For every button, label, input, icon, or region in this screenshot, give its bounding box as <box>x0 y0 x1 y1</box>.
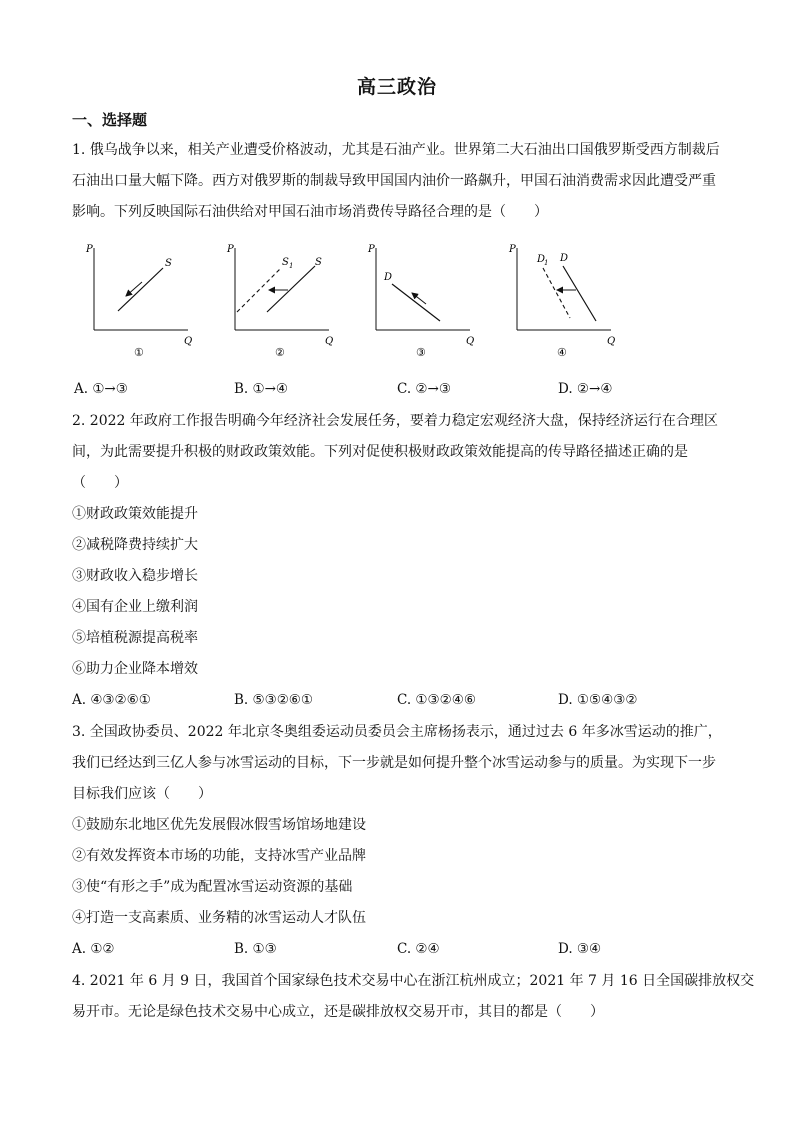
q1-option-b: B. ①→④ <box>234 381 289 397</box>
q2-line-3: （ ） <box>72 475 128 491</box>
q3-line-1: 3. 全国政协委员、2022 年北京冬奥组委运动员委员会主席杨扬表示，通过过去 6 年多冰雪运动的推广， <box>72 724 722 740</box>
graph-4-number: ④ <box>557 346 567 359</box>
q2-line-2: 间，为此需要提升积极的财政政策效能。下列对促使积极财政政策效能提高的传导路径描述正确的是 <box>72 444 688 460</box>
graph-3-number: ③ <box>416 346 426 359</box>
q3-option-a: A. ①② <box>72 941 115 957</box>
graph-2-p-label: P <box>227 244 234 255</box>
q3-item-4: ④打造一支高素质、业务精的冰雪运动人才队伍 <box>72 910 366 926</box>
q3-option-d: D. ③④ <box>558 941 602 957</box>
graph-4-curve-label: D <box>560 253 569 264</box>
graph-4-demand-curve-d1 <box>543 268 570 318</box>
q1-line-2: 石油出口量大幅下降。西方对俄罗斯的制裁导致甲国国内油价一路飙升，甲国石油消费需求因此遭受严重 <box>72 173 716 189</box>
graph-4 <box>508 244 615 359</box>
q1-line-1: 1. 俄乌战争以来，相关产业遭受价格波动，尤其是石油产业。世界第二大石油出口国俄罗斯受西方制裁后 <box>72 142 720 158</box>
graph-1-q-label: Q <box>184 336 193 347</box>
graph-3-q-label: Q <box>466 336 475 347</box>
graph-2-curve2-sub: 1 <box>289 262 294 270</box>
q3-item-2: ②有效发挥资本市场的功能，支持冰雪产业品牌 <box>72 848 366 864</box>
q2-item-3: ③财政收入稳步增长 <box>72 568 198 584</box>
graph-2-number: ② <box>275 346 285 359</box>
graph-2-q-label: Q <box>325 336 334 347</box>
q1-option-c: C. ②→③ <box>397 381 451 397</box>
graph-2-curve-label: S <box>315 257 322 268</box>
q3-item-1: ①鼓励东北地区优先发展假冰假雪场馆场地建设 <box>72 817 366 833</box>
graph-4-p-label: P <box>509 244 516 255</box>
graph-4-q-label: Q <box>607 336 616 347</box>
q3-option-b: B. ①③ <box>234 941 277 957</box>
q1-option-d: D. ②→④ <box>558 381 613 397</box>
q3-line-2: 我们已经达到三亿人参与冰雪运动的目标，下一步就是如何提升整个冰雪运动参与的质量。为实现下一步 <box>72 755 716 771</box>
graph-1-curve-label: S <box>165 258 172 269</box>
q1-graphs <box>70 238 630 363</box>
q3-option-c: C. ②④ <box>397 941 440 957</box>
graph-1-arrow <box>126 282 142 296</box>
q2-item-2: ②减税降费持续扩大 <box>72 537 198 553</box>
graph-3-p-label: P <box>368 244 375 255</box>
graph-4-demand-curve-d <box>563 266 596 321</box>
q2-option-b: B. ⑤③②⑥① <box>234 692 314 708</box>
q2-option-d: D. ①⑤④③② <box>558 692 638 708</box>
graph-3 <box>367 244 474 359</box>
q2-option-c: C. ①③②④⑥ <box>397 692 476 708</box>
q3-line-3: 目标我们应该（ ） <box>72 786 212 802</box>
graph-4-curve2-sub: 1 <box>544 259 549 267</box>
q1-option-a: A. ①→③ <box>74 381 128 397</box>
graph-2 <box>226 244 333 359</box>
q2-item-4: ④国有企业上缴利润 <box>72 599 198 615</box>
graph-1 <box>85 244 192 359</box>
q2-item-1: ①财政政策效能提升 <box>72 506 198 522</box>
q2-option-a: A. ④③②⑥① <box>72 692 151 708</box>
graph-2-supply-curve-s <box>267 266 315 312</box>
q1-line-3: 影响。下列反映国际石油供给对甲国石油市场消费传导路径合理的是（ ） <box>72 204 548 220</box>
q2-line-1: 2. 2022 年政府工作报告明确今年经济社会发展任务，要着力稳定宏观经济大盘，保持经济运行在合理区 <box>72 413 718 429</box>
q2-item-5: ⑤培植税源提高税率 <box>72 630 198 646</box>
graph-3-curve-label: D <box>384 272 393 283</box>
q2-item-6: ⑥助力企业降本增效 <box>72 661 198 677</box>
graph-1-supply-curve <box>118 268 163 311</box>
graph-4-curve2-label: D <box>537 254 546 265</box>
graph-1-p-label: P <box>86 244 93 255</box>
q4-line-2: 易开市。无论是绿色技术交易中心成立，还是碳排放权交易开市，其目的都是（ ） <box>72 1004 604 1020</box>
graph-1-number: ① <box>134 346 144 359</box>
page-title: 高三政治 <box>356 76 437 98</box>
graph-3-arrow <box>412 293 426 304</box>
q4-line-1: 4. 2021 年 6 月 9 日，我国首个国家绿色技术交易中心在浙江杭州成立；2021 年 7 月 16 日全国碳排放权交 <box>72 973 755 989</box>
graph-2-curve2-label: S <box>282 257 289 268</box>
section-heading: 一、选择题 <box>72 111 148 129</box>
graph-3-demand-curve <box>392 284 440 321</box>
q3-item-3: ③使“有形之手”成为配置冰雪运动资源的基础 <box>72 879 353 895</box>
